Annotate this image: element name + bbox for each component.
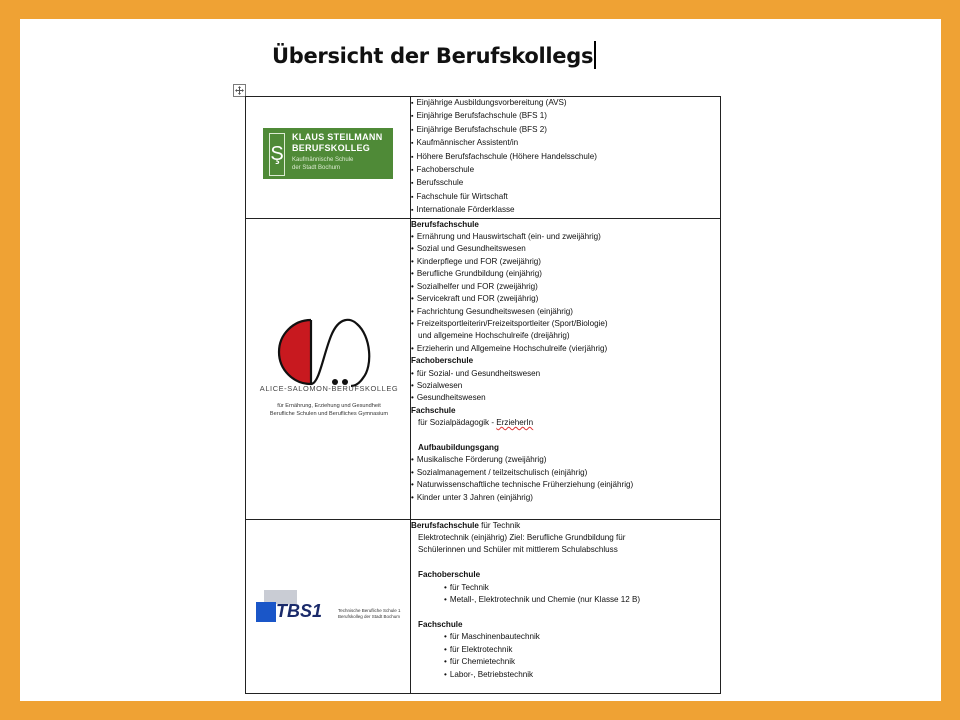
list-item: • Kinderpflege und FOR (zweijährig) [411,256,720,268]
as-logo-sub [259,402,399,418]
fachschule-line [411,417,720,429]
text-cell [411,97,721,219]
table-row [246,519,721,693]
tbs1-logo-sub1: Technische Berufliche Schule 1 [338,607,401,613]
list-item: • Naturwissenschaftliche technische Früherziehung (einjährig) [411,479,720,491]
heading-bold: Berufsfachschule [411,520,479,530]
ks-logo-line2: BERUFSKOLLEG [292,143,371,153]
list-item: • Fachrichtung Gesundheitswesen (einjährig) [411,306,720,318]
spacer [411,430,720,442]
ks-mark-icon: Ş [269,133,285,176]
ks-logo-line4: der Stadt Bochum [292,165,341,171]
alice-salomon-logo [259,316,399,436]
ks-logo-line1: KLAUS STEILMANN [292,132,383,142]
heading-suffix: für Technik [481,520,521,530]
tbs1-logo-sub [338,608,401,620]
list-item: ▪ Fachoberschule [411,164,720,177]
fachschule-text: für Sozialpädagogik - [418,418,495,428]
list-item: • Labor-, Betriebstechnik [411,669,720,681]
list-item: ▪ Kaufmännischer Assistent/in [411,137,720,150]
bfs-line: Elektrotechnik (einjährig) Ziel: Berufliche Grundbildung für [418,533,626,543]
list-item: ▪ Berufsschule [411,177,720,190]
tbs1-logo-sub2: Berufskolleg der Stadt Bochum [338,613,401,619]
section-heading: Fachoberschule [411,356,474,366]
list-item: • Kinder unter 3 Jahren (einjährig) [411,492,720,504]
list-item: ▪ Einjährige Berufsfachschule (BFS 1) [411,110,720,123]
spacer [411,557,720,569]
list-item: • Sozialmanagement / teilzeitschulisch (einjährig) [411,467,720,479]
list-item: ▪ Höhere Berufsfachschule (Höhere Handelsschule) [411,151,720,164]
list-item: • Berufliche Grundbildung (einjährig) [411,268,720,280]
list-item: • Servicekraft und FOR (zweijährig) [411,293,720,305]
list-item: • für Technik [411,582,720,594]
ks-logo-line3: Kaufmännische Schule [292,157,354,163]
logo-cell [246,519,411,693]
text-cell [411,519,721,693]
list-item: • Gesundheitswesen [411,392,720,404]
list-item-continued: und allgemeine Hochschulreife (dreijährig) [418,331,570,341]
list-item: • Erzieherin und Allgemeine Hochschulreife (vierjährig) [411,343,720,355]
list-item: • Sozialwesen [411,380,720,392]
text-cell [411,218,721,519]
logo-cell [246,218,411,519]
list-item: • Sozial und Gesundheitswesen [411,243,720,255]
list-item: • für Elektrotechnik [411,644,720,656]
as-logo-sub2: Berufliche Schulen und Berufliches Gymnasium [269,410,389,417]
alice-salomon-emblem-icon [259,316,399,388]
logo-cell [246,97,411,219]
list-item: • Metall-, Elektrotechnik und Chemie (nur Klasse 12 B) [411,594,720,606]
list-item: • Sozialhelfer und FOR (zweijährig) [411,281,720,293]
section-heading: Fachschule [411,405,456,415]
spacer [411,606,720,618]
tbs1-logo-name: TBS1 [276,600,323,621]
table-row [246,218,721,519]
list-item: • Ernährung und Hauswirtschaft (ein- und zweijährig) [411,231,720,243]
list-item: ▪ Internationale Förderklasse [411,204,720,217]
list-item: ▪ Einjährige Berufsfachschule (BFS 2) [411,124,720,137]
document-page [20,19,941,701]
as-logo-name: ALICE-SALOMON-BERUFSKOLLEG [259,383,399,393]
section-heading: Fachoberschule [418,570,481,580]
spellcheck-word: ErzieherIn [496,418,534,428]
list-item: ▪ Einjährige Ausbildungsvorbereitung (AVS) [411,97,720,110]
berufskolleg-table [245,96,721,694]
section-heading: Berufsfachschule [411,219,479,229]
bfs-line: Schülerinnen und Schüler mit mittlerem Schulabschluss [418,545,618,555]
klaus-steilmann-logo [263,128,393,179]
title-text: Übersicht der Berufskollegs [272,44,594,68]
as-logo-sub1: für Ernährung, Erziehung und Gesundheit [277,402,381,409]
list-item: ▪ Fachschule für Wirtschaft [411,191,720,204]
table-row [246,97,721,219]
list-item: • für Chemietechnik [411,656,720,668]
list-item: • Musikalische Förderung (zweijährig) [411,454,720,466]
text-cursor [594,41,596,69]
section-heading: Aufbaubildungsgang [418,442,499,452]
list-item: • für Sozial- und Gesundheitswesen [411,368,720,380]
page-title [272,41,596,69]
tbs1-logo [254,590,404,630]
list-item: • für Maschinenbautechnik [411,631,720,643]
list-item: • Freizeitsportleiterin/Freizeitsportleiter (Sport/Biologie) [411,318,720,330]
section-heading [411,520,720,532]
section-heading: Fachschule [418,619,463,629]
